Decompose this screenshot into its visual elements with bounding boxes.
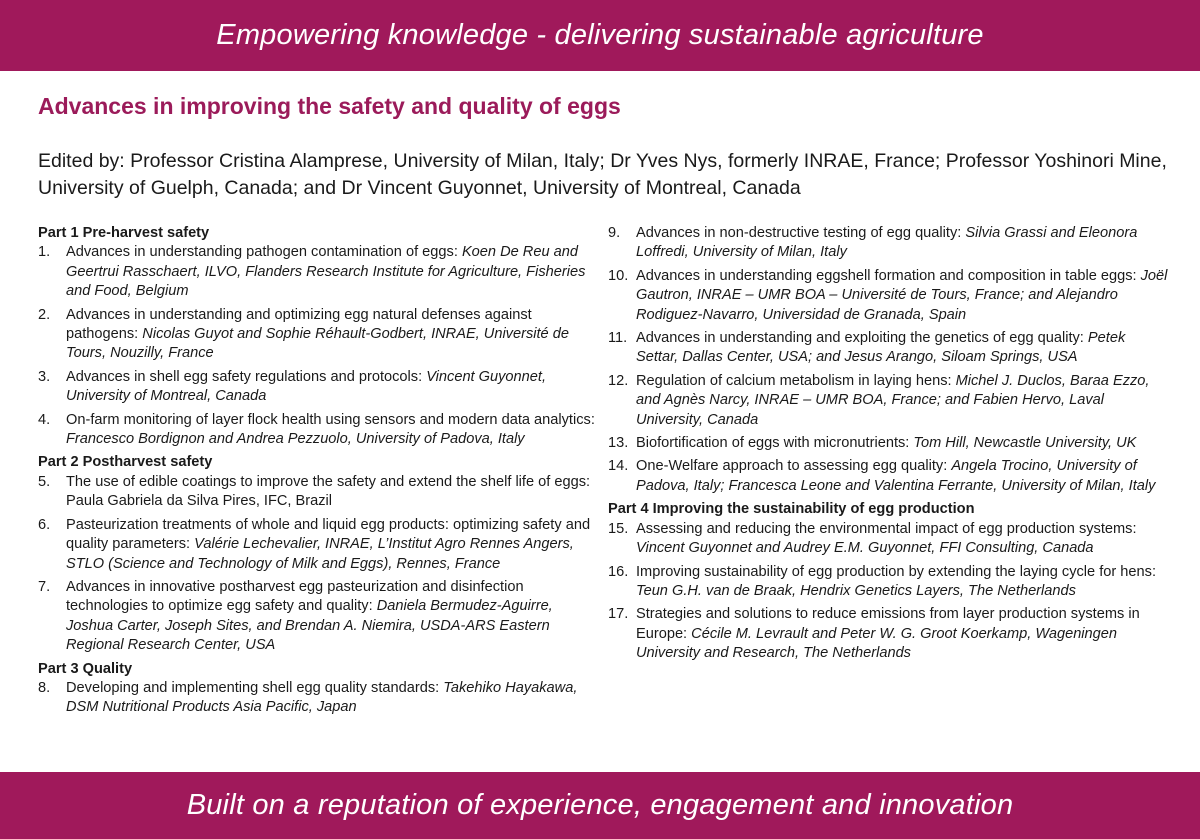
- chapter-item: [38, 243, 598, 301]
- part-heading: Part 2 Postharvest safety: [38, 454, 213, 471]
- chapter-title: The use of edible coatings to improve the safety and extend the shelf life of eggs: Paula Gabriela da Silva Pires, IFC, Brazil: [66, 473, 591, 510]
- header-banner: [0, 0, 1200, 71]
- chapter-title: Advances in understanding pathogen contamination of eggs:: [66, 244, 462, 261]
- chapter-item: [38, 411, 598, 450]
- chapter-authors: Daniela Bermudez-Aguirre, Joshua Carter, Joseph Sites, and Brendan A. Niemira, USDA-ARS Eastern Regional Research Center, USA: [66, 598, 553, 654]
- chapter-authors: Joël Gautron, INRAE – UMR BOA – Université de Tours, France; and Alejandro Rodiguez-Navarro, Universidad de Granada, Spain: [636, 267, 1168, 323]
- chapter-authors: Valérie Lechevalier, INRAE, L’Institut Agro Rennes Angers, STLO (Science and Technology of Milk and Eggs), Rennes, France: [66, 536, 574, 572]
- chapter-authors: Francesco Bordignon and Andrea Pezzuolo, University of Padova, Italy: [66, 431, 525, 448]
- chapter-authors: Tom Hill, Newcastle University, UK: [913, 435, 1137, 452]
- chapter-number: 7.: [38, 578, 51, 595]
- chapter-number: 4.: [38, 411, 51, 428]
- chapter-title: One-Welfare approach to assessing egg quality:: [636, 458, 952, 475]
- chapter-title: Advances in non-destructive testing of egg quality:: [636, 225, 966, 241]
- part-heading: Part 3 Quality: [38, 660, 133, 677]
- chapter-number: 10.: [608, 267, 629, 284]
- chapter-title: Advances in understanding and exploiting the genetics of egg quality:: [636, 330, 1088, 347]
- chapter-number: 16.: [608, 563, 629, 580]
- part-heading: Part 4 Improving the sustainability of egg production: [608, 501, 975, 518]
- contents-left-column: [38, 224, 598, 722]
- chapter-title: Improving sustainability of egg production by extending the laying cycle for hens:: [636, 563, 1157, 580]
- chapter-item: [608, 605, 1168, 663]
- chapter-number: 3.: [38, 368, 51, 385]
- chapter-item: [38, 473, 598, 512]
- chapter-item: [38, 516, 598, 574]
- chapter-number: 12.: [608, 372, 629, 389]
- chapter-title: Advances in understanding eggshell formation and composition in table eggs:: [636, 267, 1141, 284]
- chapter-number: 17.: [608, 606, 629, 623]
- footer-banner: [0, 772, 1200, 839]
- chapter-authors: Vincent Guyonnet, University of Montreal, Canada: [66, 368, 547, 405]
- chapter-authors: Teun G.H. van de Braak, Hendrix Genetics Layers, The Netherlands: [636, 582, 1076, 599]
- chapter-number: 14.: [608, 458, 629, 475]
- chapter-item: [608, 329, 1168, 368]
- chapter-number: 5.: [38, 473, 51, 490]
- chapter-item: [38, 578, 598, 656]
- chapter-number: 13.: [608, 435, 629, 452]
- chapter-number: 8.: [38, 679, 51, 696]
- chapter-number: 6.: [38, 516, 51, 533]
- chapter-number: 1.: [38, 244, 51, 261]
- chapter-title: Biofortification of eggs with micronutrients:: [636, 435, 914, 452]
- chapter-authors: Nicolas Guyot and Sophie Réhault-Godbert, INRAE, Université de Tours, Nouzilly, France: [66, 326, 569, 362]
- chapter-title: Strategies and solutions to reduce emissions from layer production systems in Europe:: [636, 606, 1140, 642]
- chapter-authors: Angela Trocino, University of Padova, Italy; Francesca Leone and Valentina Ferrante, University of Milan, Italy: [636, 458, 1156, 494]
- editors-line: Edited by: Professor Cristina Alamprese, University of Milan, Italy; Dr Yves Nys, formerly INRAE, France; Professor Yoshinori Mine, University of Guelph, Canada; and Dr Vincent Guyonnet, University of Montreal, Canada: [38, 150, 1167, 199]
- chapter-title: On-farm monitoring of layer flock health using sensors and modern data analytics:: [66, 411, 595, 428]
- chapter-title: Pasteurization treatments of whole and liquid egg products: optimizing safety and quality parameters:: [66, 516, 591, 553]
- chapter-number: 9.: [608, 225, 621, 241]
- chapter-authors: Koen De Reu and Geertrui Rasschaert, ILVO, Flanders Research Institute for Agriculture, Fisheries and Food, Belgium: [66, 244, 586, 300]
- chapter-authors: Silvia Grassi and Eleonora Loffredi, University of Milan, Italy: [636, 225, 1138, 261]
- header-tagline: Empowering knowledge - delivering sustainable agriculture: [216, 19, 984, 51]
- chapter-item: [608, 267, 1168, 325]
- chapter-item: [608, 224, 1168, 263]
- chapter-title: Assessing and reducing the environmental impact of egg production systems:: [636, 520, 1137, 537]
- chapter-authors: Vincent Guyonnet and Audrey E.M. Guyonnet, FFI Consulting, Canada: [636, 540, 1094, 557]
- chapter-title: Advances in understanding and optimizing egg natural defenses against pathogens:: [66, 306, 532, 343]
- part-heading: Part 1 Pre-harvest safety: [38, 225, 210, 241]
- chapter-authors: Petek Settar, Dallas Center, USA; and Jesus Arango, Siloam Springs, USA: [636, 330, 1126, 366]
- chapter-item: [38, 679, 598, 718]
- chapter-authors: Takehiko Hayakawa, DSM Nutritional Products Asia Pacific, Japan: [66, 679, 578, 716]
- chapter-item: [608, 457, 1168, 496]
- chapter-number: 2.: [38, 306, 51, 323]
- chapter-number: 15.: [608, 520, 629, 537]
- chapter-number: 11.: [608, 330, 628, 347]
- contents-right-column: [608, 224, 1168, 668]
- chapter-item: [608, 563, 1168, 602]
- chapter-title: Advances in innovative postharvest egg pasteurization and disinfection technologies to optimize egg safety and quality:: [66, 578, 524, 615]
- chapter-item: [38, 368, 598, 407]
- chapter-item: [608, 434, 1168, 453]
- book-title: Advances in improving the safety and quality of eggs: [38, 93, 621, 119]
- chapter-item: [608, 372, 1168, 430]
- chapter-item: [608, 520, 1168, 559]
- footer-tagline: Built on a reputation of experience, engagement and innovation: [186, 789, 1014, 821]
- chapter-title: Regulation of calcium metabolism in laying hens:: [636, 372, 956, 389]
- chapter-authors: Cécile M. Levrault and Peter W. G. Groot Koerkamp, Wageningen University and Research, The Netherlands: [636, 625, 1118, 662]
- chapter-title: Developing and implementing shell egg quality standards:: [66, 679, 444, 696]
- chapter-item: [38, 306, 598, 364]
- chapter-authors: Michel J. Duclos, Baraa Ezzo, and Agnès Narcy, INRAE – UMR BOA, France; and Fabien Hervo, Laval University, Canada: [636, 372, 1150, 428]
- chapter-title: Advances in shell egg safety regulations and protocols:: [66, 368, 427, 385]
